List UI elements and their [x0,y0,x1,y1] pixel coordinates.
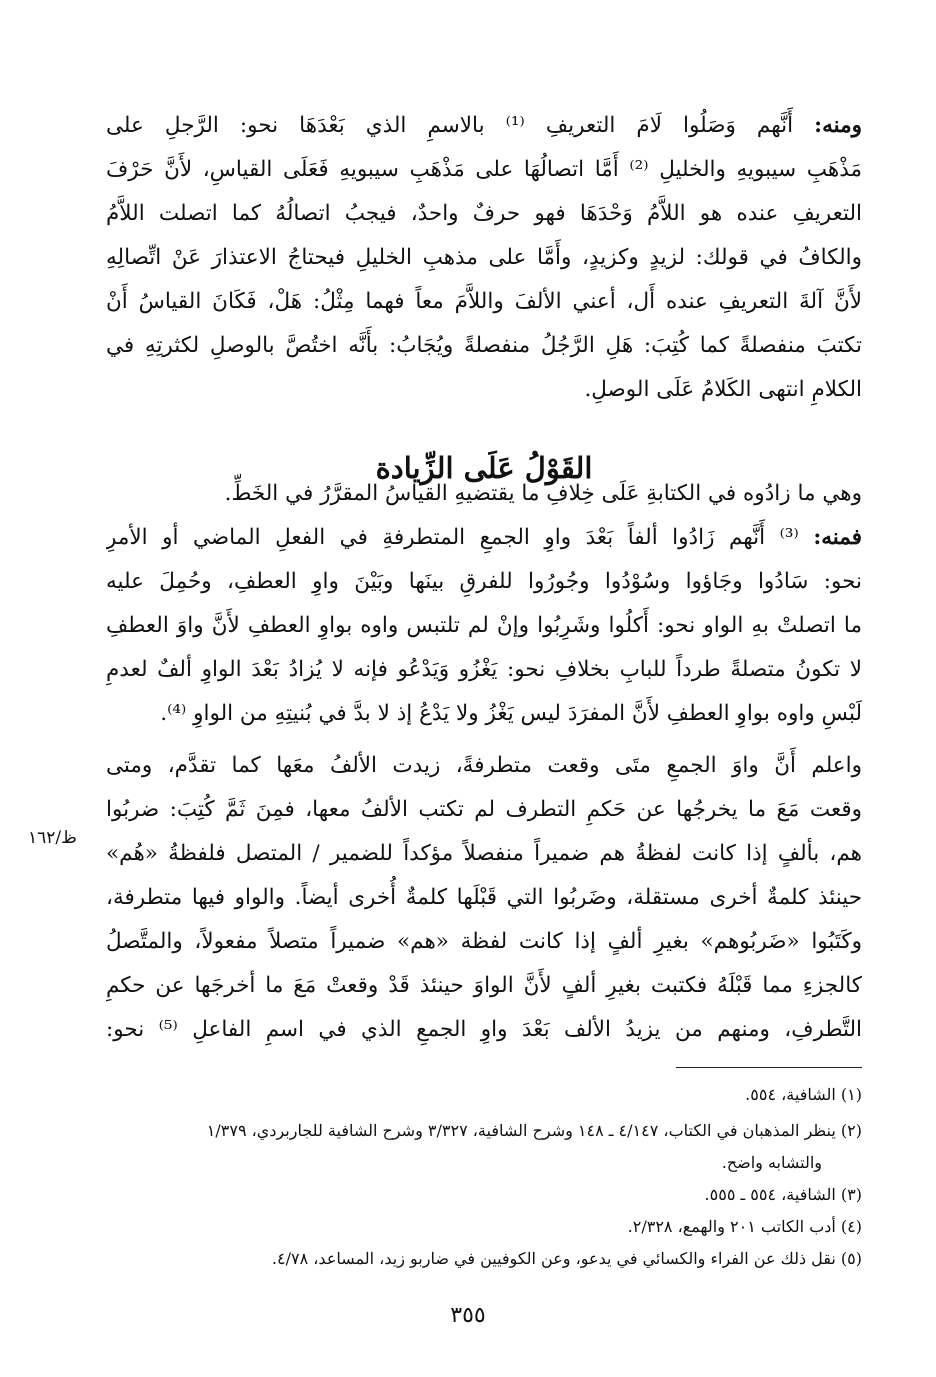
footnote: (٣) الشافية، ٥٥٤ ـ ٥٥٥. [704,1185,862,1204]
line-text: أَنَّهم وَصَلُوا لَامَ التعريفِ ⁽¹⁾ بالاسمِ الذي بَعْدَهَا نحو: الرَّجلِ على [106,113,815,138]
manuscript-folio-marker: ظ/١٦٢ [28,828,77,848]
text-line: وكَتَبُوا «ضَربُوهم» بغيرِ ألفٍ إذا كانت لفظة «هم» ضميراً متصلاً مفعولاً، والمتَّصلُ [106,929,862,954]
section-lead-word: فمنه: [813,525,862,550]
text-line: حينئذ كلمةٌ أخرى مستقلة، وضَربُوا التي قَبْلَها كلمةٌ أُخرى أيضاً. والواو فيها متطرفة، [106,885,862,910]
footnote: (٢) ينظر المذهبان في الكتاب، ٤/١٤٧ ـ ١٤٨ وشرح الشافية، ٣/٣٢٧ وشرح الشافية للجاربردي، ١/٣٧٩ [206,1121,862,1140]
text-line: وقعت مَعَ ما يخرجُها عن حَكمِ التطرف لم تكتب الألفُ معها، فمِنَ ثَمَّ كُتِبَ: ضربُوا [106,797,862,822]
text-line: الكلامِ انتهى الكَلامُ عَلَى الوصلِ. [584,377,862,402]
section-heading: القَوْلُ عَلَى الزِّيادة [375,451,593,485]
text-line: لأَنَّ آلةَ التعريفِ عنده أَل، أعني الألفَ واللاَّمَ معاً فهما مِثْلُ: هَلْ، فَكَانَ القياسُ أَنْ [106,289,862,314]
text-line: التعريفِ عنده هو اللاَّمُ وَحْدَهَا فهو حرفٌ واحدٌ، فيجبُ اتصالُهُ كما اتصلت اللاَّمُ [106,201,862,226]
text-line: كالجزءِ مما قَبْلَهُ فكتبت بغيرِ ألفٍ لأَنَّ الواوَ حينئذ قَدْ وقعتْ مَعَ ما أخرجَها عن حكمِ [106,973,862,998]
section-lead-word: ومنه: [814,113,862,138]
footnote: (٥) نقل ذلك عن الفراء والكسائي في يدعو، وعن الكوفيين في ضاربو زيد، المساعد، ٤/٧٨. [271,1249,862,1268]
text-line: لَبْسِ واوه بواوِ العطفِ لأَنَّ المفرَدَ ليس يَغْزُ ولا يَدْعُ إذ لا بدَّ في بُنيتِهِ من الواوِ ⁽⁴⁾. [160,701,862,726]
line-text: ⁽³⁾ أَنَّهم زَادُوا ألفاً بَعْدَ واوِ الجمعِ المتطرفةِ في الفعلِ الماضي أو الأمرِ [106,525,814,550]
text-line: التَّطرفِ، ومنهم من يزيدُ الألف بَعْدَ واوِ الجمعِ الذي في اسمِ الفاعلِ ⁽⁵⁾ نحو: [106,1017,862,1042]
text-line: هم، بألفٍ إذا كانت لفظةُ هم ضميراً منفصلاً مؤكداً للضمير / المتصل فلفظةُ «هُم» [106,841,862,866]
footnote-continuation: والتشابه واضح. [721,1153,822,1172]
text-line: نحو: سَادُوا وجَاؤوا وسُوْدُوا وجُورُوا للفرقِ بينَها وبَيْنَ واوِ العطفِ، وحُمِلَ عليه [106,569,862,594]
footnote: (٤) أدب الكاتب ٢٠١ والهمع، ٢/٣٢٨. [627,1217,862,1236]
text-line: مَذْهَبِ سيبويهِ والخليلِ ⁽²⁾ أَمَّا اتصالُهَا على مَذْهَبِ سيبويهِ فَعَلَى القياسِ، لأَنَّ حَرْفَ [106,157,862,182]
text-line: ما اتصلتْ بهِ الواو نحو: أَكلُوا وشَرِبُوا وإنْ لم تلتبس واوه بواوِ العطفِ لأَنَّ واوَ العطفِ [106,613,862,638]
text-line: تكتبَ منفصلةً كما كُتِبَ: هَلِ الرَّجُلُ منفصلةً ويُجَابُ: بأَنَّه اختُصَّ بالوصلِ لكثرتِهِ في [106,333,862,358]
text-line: واعلم أَنَّ واوَ الجمعِ متَى وقعت متطرفةً، زيدت الألفُ معَها كما تقدَّم، ومتى [106,753,862,778]
footnote-divider [676,1067,862,1068]
footnote: (١) الشافية، ٥٥٤. [745,1085,862,1104]
text-line: والكافُ في قولك: لزيدٍ وكزيدٍ، وأَمَّا على مذهبِ الخليلِ فيحتاجُ الاعتذارَ عَنْ اتِّصالِهِ [106,245,862,270]
text-line [106,104,862,148]
text-line [106,516,862,560]
page-number: ٣٥٥ [450,1303,486,1328]
text-line: لا تكونُ متصلةً طرداً للبابِ بخلافِ نحو: يَغْزُو وَيَدْعُو فإنه لا يُزادُ بَعْدَ الواوِ ألفٌ لعدمِ [106,657,862,682]
text-line: وهي ما زادُوه في الكتابةِ عَلَى خِلافِ ما يقتضيهِ القياسُ المقرَّرُ في الخَطِّ. [224,481,862,506]
